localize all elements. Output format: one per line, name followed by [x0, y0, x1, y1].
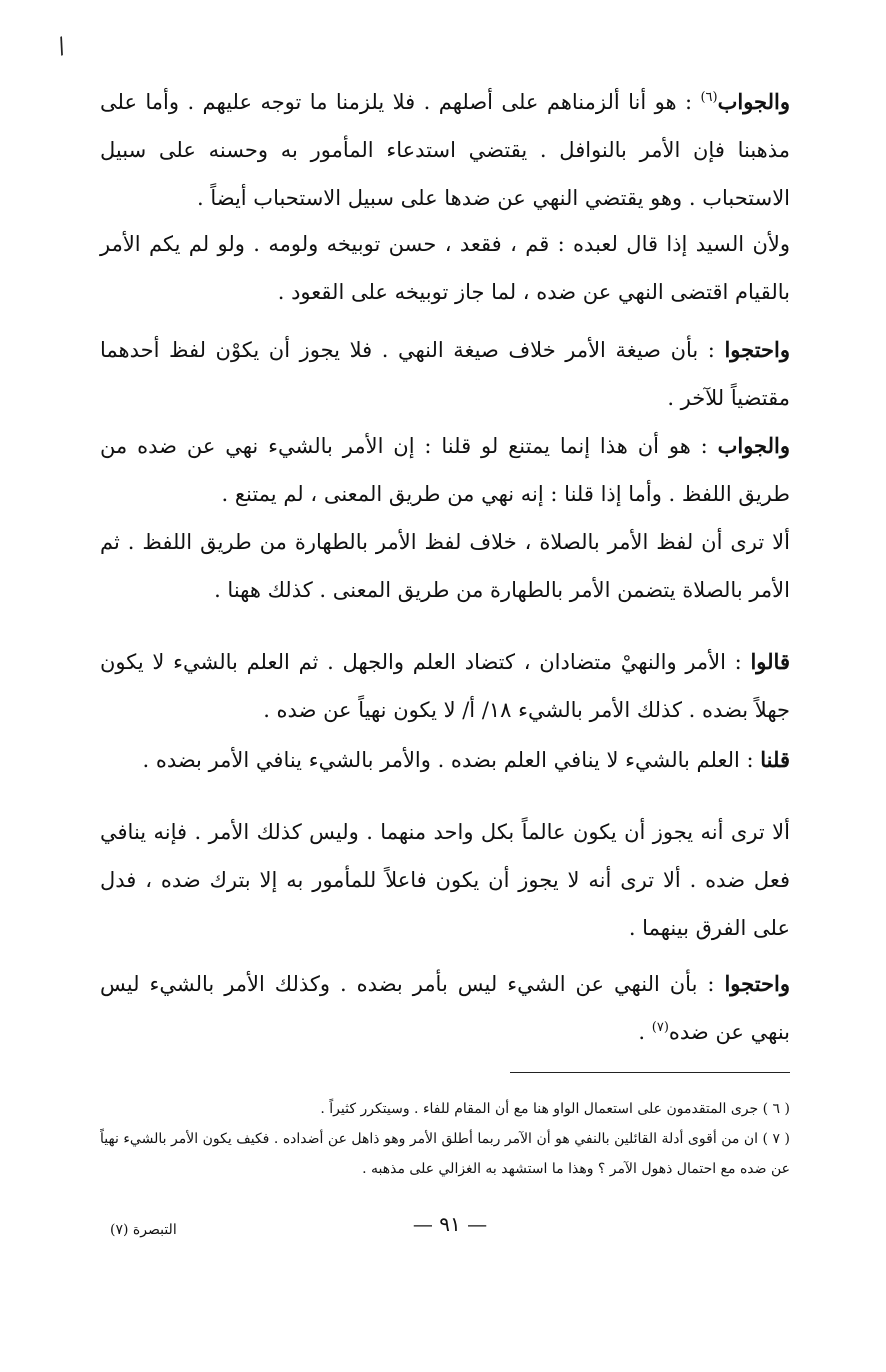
- paragraph-3-text: : بأن صيغة الأمر خلاف صيغة النهي . فلا يجوز أن يكوْن لفظ أحدهما مقتضياً للآخر .: [100, 338, 790, 410]
- footnote-ref-7[interactable]: (٧): [651, 1020, 669, 1035]
- paragraph-9-lead: واحتجوا: [724, 971, 790, 996]
- paragraph-4-text: : هو أن هذا إنما يمتنع لو قلنا : إن الأمر بالشيء نهي عن ضده من طريق اللفظ . وأما إذا قلنا : إنه نهي من طريق المعنى ، لم يمتنع .: [100, 434, 790, 506]
- footnote-ref-6[interactable]: (٦): [700, 90, 718, 105]
- paragraph-6-lead: قالوا: [750, 649, 790, 674]
- footnote-6: ( ٦ ) جرى المتقدمون على استعمال الواو هنا مع أن المقام للفاء . وسيتكرر كثيراً .: [320, 1101, 790, 1117]
- paragraph-1-text: : هو أنا ألزمناهم على أصلهم . فلا يلزمنا ما توجه عليهم . وأما على مذهبنا فإن الأمر بالنوافل . يقتضي استدعاء المأمور به وحسنه على سبيل الاستحباب . وهو يقتضي النهي عن ضدها على سبيل الاستحباب أيضاً .: [100, 90, 790, 210]
- signature-mark: التبصرة (٧): [110, 1222, 177, 1238]
- paragraph-9-tail: .: [638, 1020, 652, 1044]
- footnote-7: ( ٧ ) ان من أقوى أدلة القائلين بالنفي هو أن الآمر ربما أطلق الأمر وهو ذاهل عن أضداده . فكيف يكون الأمر بالشيء نهياً عن ضده مع احتمال ذهول الآمر ؟ وهذا ما استشهد به الغزالي على مذهبه .: [100, 1131, 790, 1177]
- paragraph-7: [100, 736, 790, 784]
- paragraph-6-text: : الأمر والنهيْ متضادان ، كتضاد العلم والجهل . ثم العلم بالشيء لا يكون جهلاً بضده . كذلك الأمر بالشيء ١٨/ أ/ لا يكون نهياً عن ضده .: [100, 650, 790, 722]
- page-number: — ٩١ —: [412, 1212, 488, 1236]
- paragraph-5: [100, 518, 790, 614]
- paragraph-9-text: : بأن النهي عن الشيء ليس بأمر بضده . وكذلك الأمر بالشيء ليس بنهي عن ضده: [100, 972, 790, 1044]
- paragraph-2-text: ولأن السيد إذا قال لعبده : قم ، فقعد ، حسن توبيخه ولومه . ولو لم يكم الأمر بالقيام اقتضى النهي عن ضده ، لما جاز توبيخه على القعود .: [100, 232, 790, 304]
- paragraph-4: [100, 422, 790, 518]
- paragraph-8-text: ألا ترى أنه يجوز أن يكون عالماً بكل واحد منهما . وليس كذلك الأمر . فإنه ينافي فعل ضده . ألا ترى أنه لا يجوز أن يكون فاعلاً للمأمور به إلا بترك ضده ، فدل على الفرق بينهما .: [100, 820, 790, 940]
- paragraph-1-lead: والجواب: [717, 89, 790, 114]
- paragraph-6: [100, 638, 790, 734]
- paragraph-7-lead: قلنا: [760, 747, 790, 772]
- paragraph-8: [100, 808, 790, 952]
- margin-mark: /: [53, 33, 70, 60]
- footnotes: [100, 1094, 790, 1184]
- paragraph-9: [100, 960, 790, 1056]
- paragraph-3: [100, 326, 790, 422]
- paragraph-2: [100, 220, 790, 316]
- paragraph-4-lead: والجواب: [717, 433, 790, 458]
- paragraph-3-lead: واحتجوا: [724, 337, 790, 362]
- footnote-separator: [510, 1072, 790, 1073]
- paragraph-5-text: ألا ترى أن لفظ الأمر بالصلاة ، خلاف لفظ الأمر بالطهارة من طريق اللفظ . ثم الأمر بالصلاة يتضمن الأمر بالطهارة من طريق المعنى . كذلك ههنا .: [100, 530, 790, 602]
- paragraph-1: [100, 78, 790, 222]
- paragraph-7-text: : العلم بالشيء لا ينافي العلم بضده . والأمر بالشيء ينافي الأمر بضده .: [142, 748, 761, 772]
